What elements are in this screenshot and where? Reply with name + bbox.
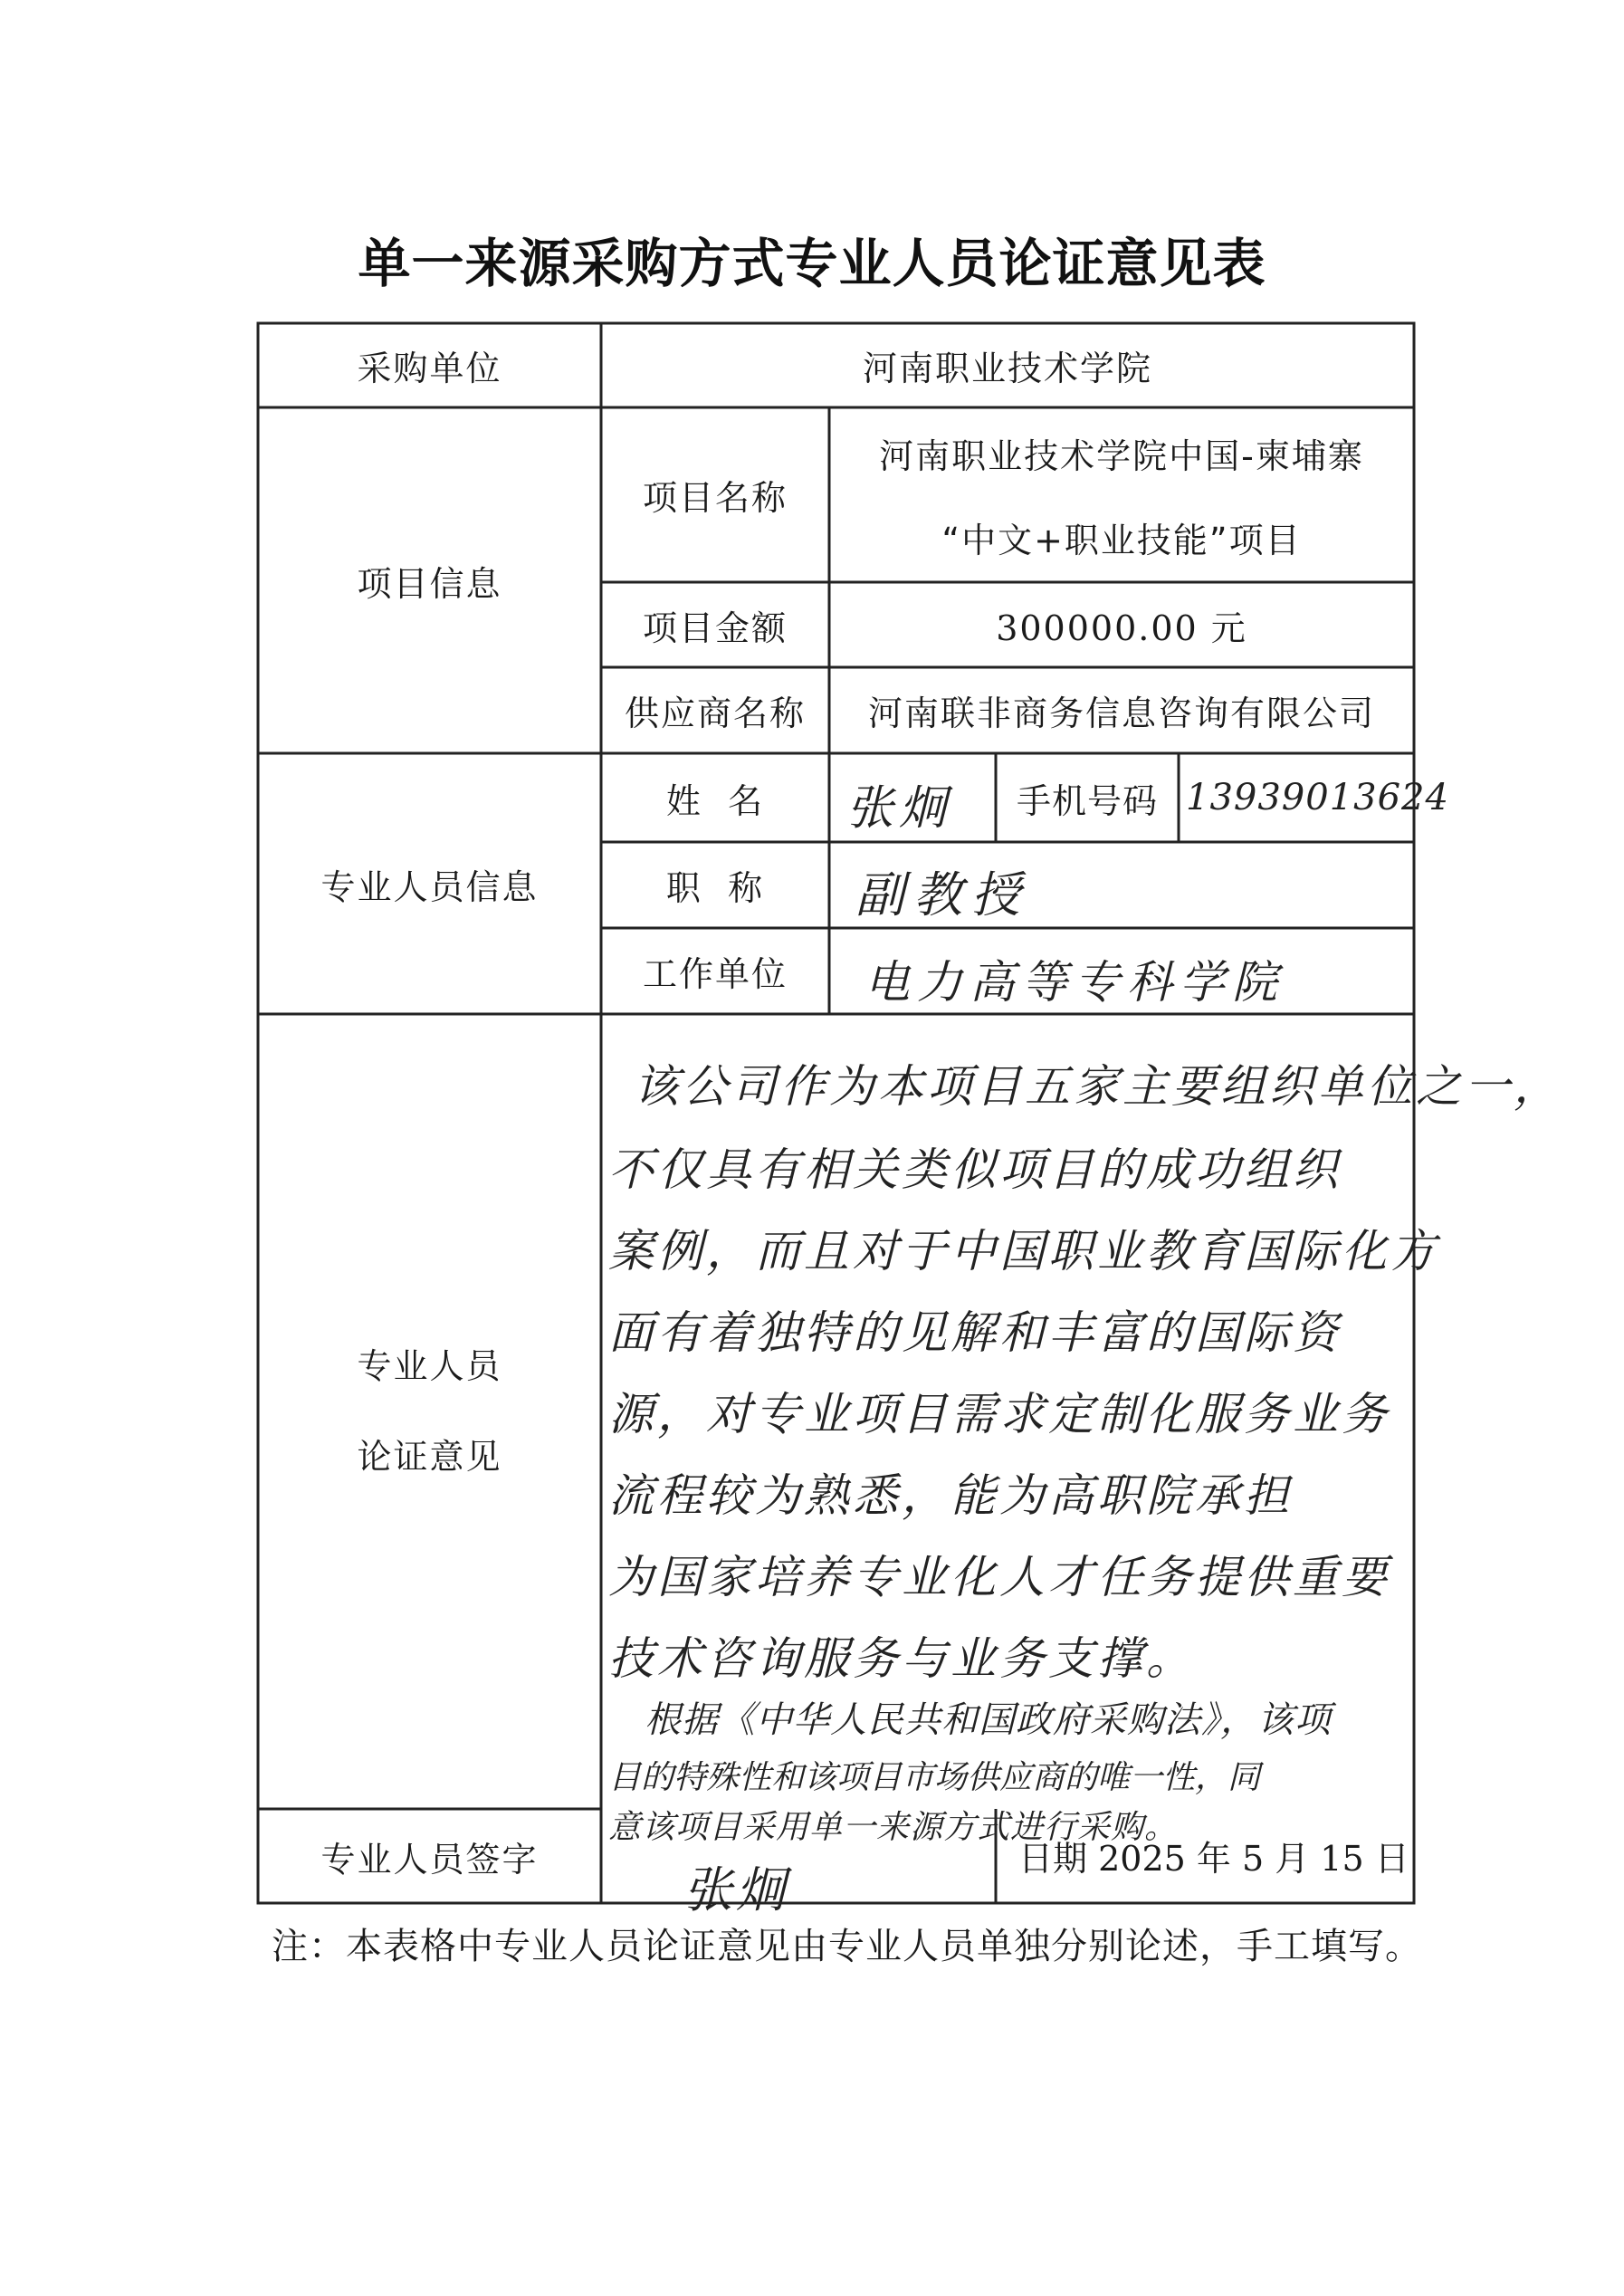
project-amount-value: 300000.00 元 <box>996 607 1247 648</box>
opinion-line: 面有着独特的见解和丰富的国际资 <box>608 1306 1342 1359</box>
footnote: 注：本表格中专业人员论证意见由专业人员单独分别论述，手工填写。 <box>272 1926 1422 1967</box>
opinion-line: 意该项目采用单一来源方式进行采购。 <box>608 1809 1179 1846</box>
opinion-line: 案例，而且对于中国职业教育国际化方 <box>608 1225 1439 1277</box>
opinion-line: 为国家培养专业化人才任务提供重要 <box>608 1551 1390 1603</box>
date-value: 2025 年 5 月 15 日 <box>1098 1839 1409 1879</box>
opinion-label-line2: 论证意见 <box>357 1436 502 1477</box>
expert-name-label: 姓 名 <box>665 780 765 821</box>
opinion-line: 该公司作为本项目五家主要组织单位之一， <box>634 1060 1562 1113</box>
project-amount-label: 项目金额 <box>642 607 788 648</box>
expert-name-handwritten: 张炯 <box>846 781 952 836</box>
signature-date <box>1018 1831 1409 1880</box>
opinion-label-line1: 专业人员 <box>357 1345 502 1386</box>
supplier-name-label: 供应商名称 <box>624 694 806 733</box>
work-unit-label: 工作单位 <box>642 954 788 994</box>
procurement-unit-label: 采购单位 <box>357 349 502 388</box>
phone-label: 手机号码 <box>1016 780 1158 821</box>
expert-title-label: 职 称 <box>665 868 765 908</box>
opinion-line: 技术咨询服务与业务支撑。 <box>608 1632 1195 1685</box>
opinion-line: 源，对专业项目需求定制化服务业务 <box>608 1388 1390 1440</box>
phone-handwritten: 13939013624 <box>1186 777 1449 818</box>
opinion-line: 流程较为熟悉，能为高职院承担 <box>608 1469 1293 1522</box>
expert-title-handwritten: 副教授 <box>855 866 1029 923</box>
expert-info-label: 专业人员信息 <box>320 866 539 907</box>
signature-handwritten: 张炯 <box>683 1861 788 1918</box>
supplier-name-value: 河南联非商务信息咨询有限公司 <box>867 694 1375 733</box>
signature-label: 专业人员签字 <box>320 1839 539 1880</box>
procurement-unit-value: 河南职业技术学院 <box>862 349 1152 388</box>
date-label: 日期 <box>1018 1839 1088 1879</box>
project-name-label: 项目名称 <box>642 478 788 518</box>
opinion-line: 不仅具有相关类似项目的成功组织 <box>608 1143 1342 1196</box>
project-info-label: 项目信息 <box>357 563 502 604</box>
opinion-line: 根据《中华人民共和国政府采购法》，该项 <box>645 1699 1332 1741</box>
work-unit-handwritten: 电力高等专科学院 <box>865 956 1285 1009</box>
opinion-line: 目的特殊性和该项目市场供应商的唯一性，同 <box>608 1759 1261 1796</box>
project-name-line2: “中文+职业技能”项目 <box>941 520 1302 560</box>
project-name-line1: 河南职业技术学院中国-柬埔寨 <box>879 435 1364 476</box>
form-title: 单一来源采购方式专业人员论证意见表 <box>358 233 1266 294</box>
